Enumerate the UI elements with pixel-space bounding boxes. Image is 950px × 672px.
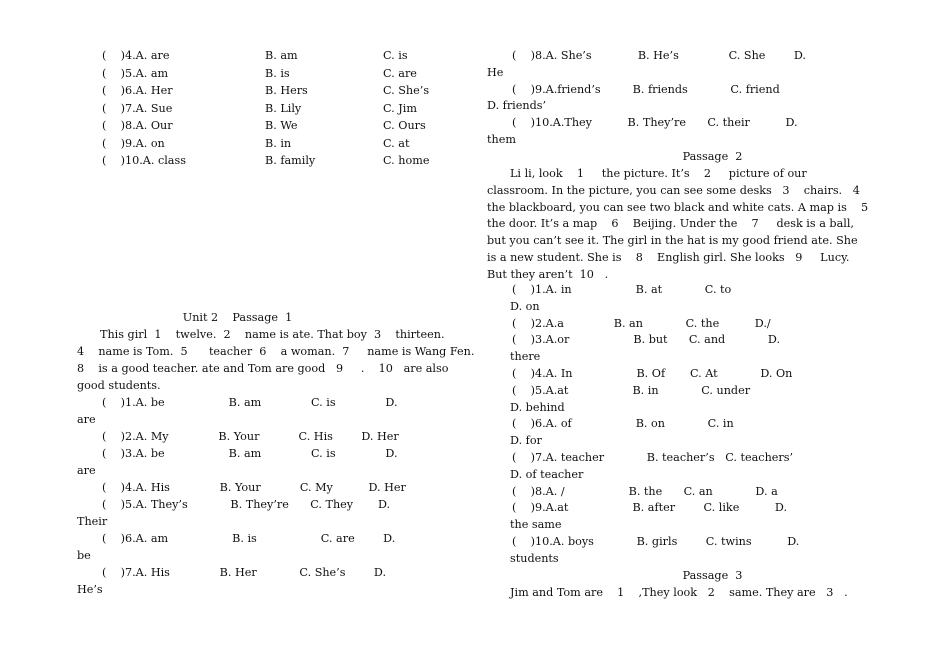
question-line: are — [77, 464, 96, 477]
option-text: B. Lily — [265, 101, 302, 115]
unit2-heading: Unit 2 Passage 1 — [182, 311, 293, 324]
question-line: ( )1.A. be B. am C. is D. — [102, 396, 398, 409]
question-line: ( )6.A. of B. on C. in — [512, 417, 734, 431]
question-line: D. of teacher — [510, 467, 584, 481]
passage-line: 8 is a good teacher. ate and Tom are good 9 . 10 are also — [77, 362, 449, 375]
passage-line: 4 name is Tom. 5 teacher 6 a woman. 7 name is Wang Fen. — [77, 345, 475, 358]
question-line: ( )7.A. teacher B. teacher’s C. teachers’ — [512, 451, 794, 464]
question-line: ( )7.A. His B. Her C. She’s D. — [102, 566, 387, 579]
question-line: them — [487, 133, 516, 146]
passage-line: This girl 1 twelve. 2 name is ate. That boy 3 thirteen. — [100, 328, 445, 341]
option-text: C. She’s — [383, 84, 430, 97]
question-line: Their — [77, 515, 108, 528]
question-line: ( )4.A. In B. Of C. At D. On — [512, 367, 793, 380]
question-line: ( )2.A. My B. Your C. His D. Her — [102, 430, 399, 443]
option-text: ( )6.A. Her — [102, 84, 173, 97]
option-text: B. is — [265, 66, 290, 80]
option-text: B. Hers — [265, 84, 308, 97]
question-line: ( )8.A. She’s B. He’s C. She D. — [512, 49, 806, 62]
question-line: be — [77, 549, 91, 562]
option-text: B. We — [265, 119, 298, 132]
option-text: C. Ours — [383, 119, 426, 132]
question-line: D. friends’ — [487, 99, 547, 113]
question-line: the same — [510, 518, 562, 532]
option-text: B. in — [265, 136, 292, 150]
option-text: C. at — [383, 136, 410, 150]
question-line: D. behind — [510, 400, 565, 414]
question-line: D. on — [510, 299, 540, 313]
question-line: He — [487, 65, 504, 79]
question-line: are — [77, 413, 96, 426]
question-line: ( )1.A. in B. at C. to — [512, 283, 732, 296]
question-line: ( )10.A. boys B. girls C. twins D. — [512, 535, 800, 548]
option-text: B. family — [265, 154, 316, 167]
question-line: ( )9.A.friend’s B. friends C. friend — [512, 82, 780, 96]
option-text: ( )10.A. class — [102, 154, 186, 167]
passage-line: good students. — [77, 379, 161, 392]
passage-line: the blackboard, you can see two black and white cats. A map is 5 — [487, 200, 869, 214]
question-line: D. for — [510, 434, 542, 448]
option-text: ( )4.A. are — [102, 49, 170, 62]
option-text: C. are — [383, 66, 417, 80]
question-line: ( )9.A.at B. after C. like D. — [512, 501, 788, 515]
question-line: He’s — [77, 583, 103, 596]
question-line: ( )5.A. They’s B. They’re C. They D. — [102, 498, 391, 511]
question-line: ( )8.A. / B. the C. an D. a — [512, 484, 778, 498]
question-line: ( )5.A.at B. in C. under — [512, 383, 751, 397]
passage-line: the door. It’s a map 6 Beijing. Under the 7 desk is a ball, — [487, 217, 854, 231]
passage3-heading: Passage 3 — [682, 569, 743, 582]
passage3-text: Jim and Tom are 1 ,They look 2 same. They are 3 . — [510, 586, 848, 599]
question-line: ( )2.A.a B. an C. the D./ — [512, 316, 771, 330]
question-line: ( )6.A. am B. is C. are D. — [102, 532, 396, 545]
option-text: ( )9.A. on — [102, 136, 165, 150]
question-line: ( )10.A.They B. They’re C. their D. — [512, 116, 798, 130]
passage2-heading: Passage 2 — [682, 150, 743, 163]
passage-line: but you can’t see it. The girl in the hat is my good friend ate. She — [487, 234, 858, 248]
option-text: ( )7.A. Sue — [102, 101, 173, 115]
passage-line: Li li, look 1 the picture. It’s 2 picture of our — [510, 167, 807, 180]
option-text: B. am — [265, 49, 298, 62]
passage-line: But they aren’t 10 . — [487, 267, 609, 281]
option-text: C. is — [383, 49, 408, 62]
option-text: C. home — [383, 154, 430, 167]
passage-line: is a new student. She is 8 English girl. She looks 9 Lucy. — [487, 251, 850, 264]
question-line: ( )3.A.or B. but C. and D. — [512, 333, 781, 347]
option-text: C. Jim — [383, 101, 417, 115]
question-line: there — [510, 350, 541, 364]
question-line: ( )4.A. His B. Your C. My D. Her — [102, 481, 406, 494]
question-line: students — [510, 551, 559, 565]
option-text: ( )8.A. Our — [102, 119, 173, 132]
question-line: ( )3.A. be B. am C. is D. — [102, 447, 398, 460]
passage-line: classroom. In the picture, you can see some desks 3 chairs. 4 — [487, 183, 860, 197]
option-text: ( )5.A. am — [102, 66, 169, 80]
